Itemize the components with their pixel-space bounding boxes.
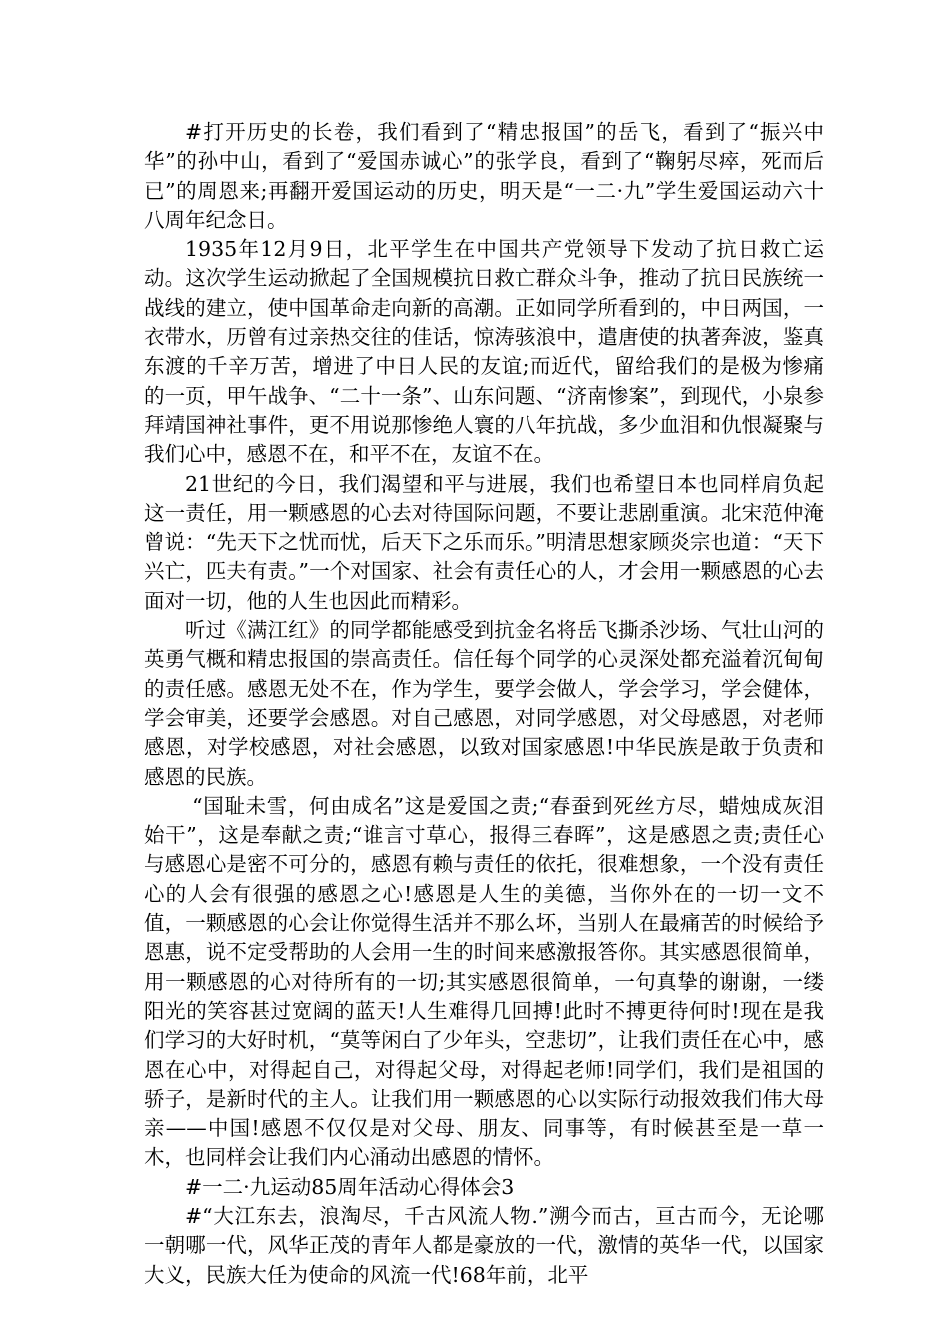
paragraph-21st-century: 21世纪的今日，我们渴望和平与进展，我们也希望日本也同样肩负起这一责任，用一颗感恩的心去对待国际问题，不要让悲剧重演。北宋范仲淹曾说：“先天下之忧而忧，后天下之乐而乐。”明清思想家顾炎宗也道：“天下兴亡，匹夫有责。”一个对国家、社会有责任心的人，才会用一颗感恩的心去面对一切，他的人生也因此而精彩。 <box>144 471 824 613</box>
paragraph-manjianghong: 听过《满江红》的同学都能感受到抗金名将岳飞撕杀沙场、气壮山河的英勇气概和精忠报国的崇高责任。信任每个同学的心灵深处都充溢着沉甸甸的责任感。感恩无处不在，作为学生，要学会做人，学会学习，学会健体，学会审美，还要学会感恩。对自己感恩，对同学感恩，对父母感恩，对老师感恩，对学校感恩，对社会感恩，以致对国家感恩!中华民族是敢于负责和感恩的民族。 <box>144 618 824 789</box>
paragraph-national-shame: “国耻未雪，何由成名”这是爱国之责;“春蚕到死丝方尽，蜡烛成灰泪始干”，这是奉献之责;“谁言寸草心，报得三春晖”，这是感恩之责;责任心与感恩心是密不可分的，感恩有赖与责任的依托，很难想象，一个没有责任心的人会有很强的感恩之心!感恩是人生的美德，当你外在的一切一文不值，一颗感恩的心会让你觉得生活并不那么坏，当别人在最痛苦的时候给予恩惠，说不定受帮助的人会用一生的时间来感激报答你。其实感恩很简单，用一颗感恩的心对待所有的一切;其实感恩很简单，一句真挚的谢谢，一缕阳光的笑容甚过宽阔的蓝天!人生难得几回搏!此时不搏更待何时!现在是我们学习的大好时机，“莫等闲白了少年头，空悲切”，让我们责任在心中，感恩在心中，对得起自己，对得起父母，对得起老师!同学们，我们是祖国的骄子，是新时代的主人。让我们用一颗感恩的心以实际行动报效我们伟大母亲——中国!感恩不仅仅是对父母、朋友、同事等，有时候甚至是一草一木，也同样会让我们内心涌动出感恩的情怀。 <box>144 793 824 1170</box>
paragraph-dajiang: #“大江东去，浪淘尽，千古风流人物.”溯今而古，亘古而今，无论哪一朝哪一代，风华正茂的青年人都是豪放的一代，激情的英华一代，以国家大义，民族大任为使命的风流一代!68年前，北平 <box>144 1203 824 1287</box>
document-page <box>144 118 824 1290</box>
paragraph-1935: 1935年12月9日，北平学生在中国共产党领导下发动了抗日救亡运动。这次学生运动掀起了全国规模抗日救亡群众斗争，推动了抗日民族统一战线的建立，使中国革命走向新的高潮。正如同学所看到的，中日两国，一衣带水，历曾有过亲热交往的佳话，惊涛骇浪中，遣唐使的执著奔波，鉴真东渡的千辛万苦，增进了中日人民的友谊;而近代，留给我们的是极为惨痛的一页，甲午战争、“二十一条”、山东问题、“济南惨案”，到现代，小泉参拜靖国神社事件，更不用说那惨绝人寰的八年抗战，多少血泪和仇恨凝聚与我们心中，感恩不在，和平不在，友谊不在。 <box>144 237 824 467</box>
section-heading: #一二·九运动85周年活动心得体会3 <box>185 1174 515 1199</box>
paragraph-intro: #打开历史的长卷，我们看到了“精忠报国”的岳飞，看到了“振兴中华”的孙中山，看到了“爱国赤诚心”的张学良，看到了“鞠躬尽瘁，死而后已”的周恩来;再翻开爱国运动的历史，明天是“一二·九”学生爱国运动六十八周年纪念日。 <box>144 120 824 232</box>
